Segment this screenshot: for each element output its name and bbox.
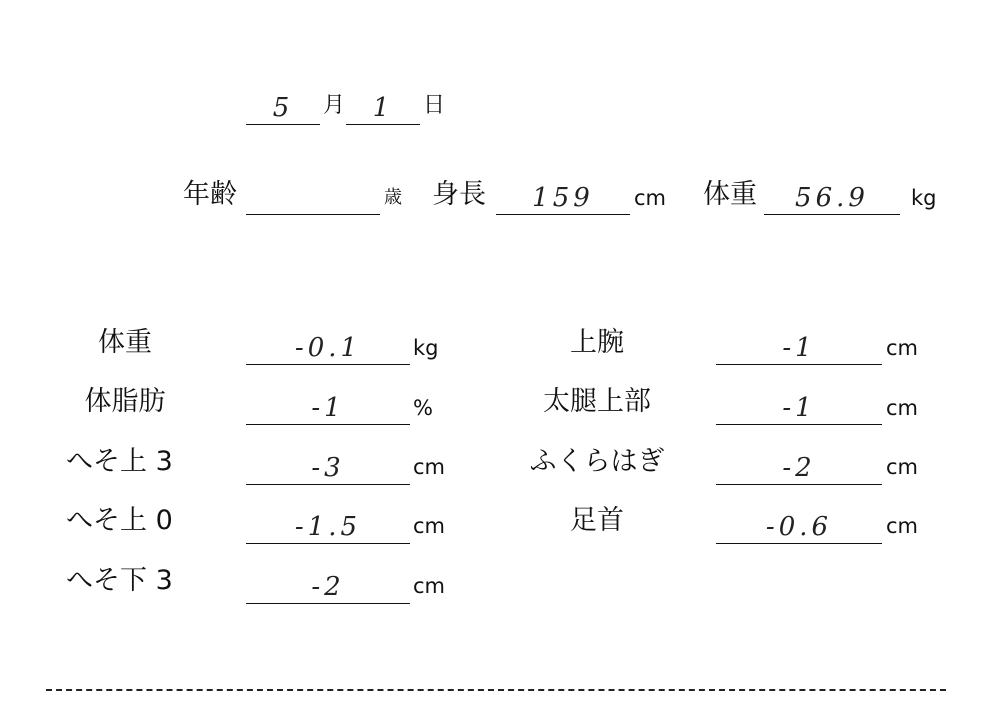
navel-below-3-label: へそ下 3 [66, 565, 173, 596]
upper-thigh-label: 太腿上部 [543, 386, 651, 417]
ankle-value: -0.6 [765, 512, 833, 542]
calf-value: -2 [782, 453, 816, 483]
navel-above-3-unit: cm [413, 455, 446, 479]
navel-above-0-value: -1.5 [294, 512, 362, 542]
ankle-unit: cm [886, 514, 919, 538]
body-fat-value: -1 [311, 393, 345, 423]
height-label: 身長 [432, 179, 486, 210]
month-label: 月 [323, 93, 346, 118]
upper-arm-unit: cm [886, 336, 919, 360]
body-weight-label: 体重 [98, 327, 152, 358]
ankle-label: 足首 [570, 505, 624, 536]
height-field[interactable] [496, 181, 630, 215]
body-weight-unit: kg [413, 336, 439, 360]
age-field[interactable] [246, 181, 380, 215]
navel-above-3-value: -3 [311, 453, 345, 483]
calf-unit: cm [886, 455, 919, 479]
body-fat-field[interactable] [246, 391, 410, 425]
navel-below-3-value: -2 [311, 572, 345, 602]
calf-label: ふくらはぎ [529, 446, 665, 477]
navel-above-3-field[interactable] [246, 451, 410, 485]
navel-below-3-field[interactable] [246, 570, 410, 604]
body-weight-value: -0.1 [294, 333, 362, 363]
month-field[interactable] [246, 91, 320, 125]
body-fat-unit: % [413, 396, 433, 420]
age-label: 年齢 [183, 179, 237, 210]
body-weight-field[interactable] [246, 331, 410, 365]
navel-above-0-field[interactable] [246, 510, 410, 544]
height-value: 159 [532, 183, 594, 213]
body-fat-label: 体脂肪 [84, 386, 166, 417]
upper-thigh-value: -1 [782, 393, 816, 423]
calf-field[interactable] [716, 451, 882, 485]
weight-unit: kg [911, 186, 937, 210]
navel-above-0-unit: cm [413, 514, 446, 538]
ankle-field[interactable] [716, 510, 882, 544]
navel-above-3-label: へそ上 3 [66, 446, 173, 477]
upper-arm-value: -1 [782, 333, 816, 363]
month-value: 5 [272, 93, 294, 123]
upper-thigh-unit: cm [886, 396, 919, 420]
upper-thigh-field[interactable] [716, 391, 882, 425]
upper-arm-field[interactable] [716, 331, 882, 365]
upper-arm-label: 上腕 [570, 327, 624, 358]
day-value: 1 [372, 93, 394, 123]
height-unit: cm [634, 186, 667, 210]
weight-value: 56.9 [795, 183, 869, 213]
navel-below-3-unit: cm [413, 574, 446, 598]
dashed-cut-line [46, 689, 946, 691]
age-unit: 歳 [384, 187, 402, 208]
navel-above-0-label: へそ上 0 [66, 505, 173, 536]
weight-field[interactable] [764, 181, 900, 215]
day-field[interactable] [346, 91, 420, 125]
day-label: 日 [423, 93, 446, 118]
weight-label: 体重 [703, 179, 757, 210]
